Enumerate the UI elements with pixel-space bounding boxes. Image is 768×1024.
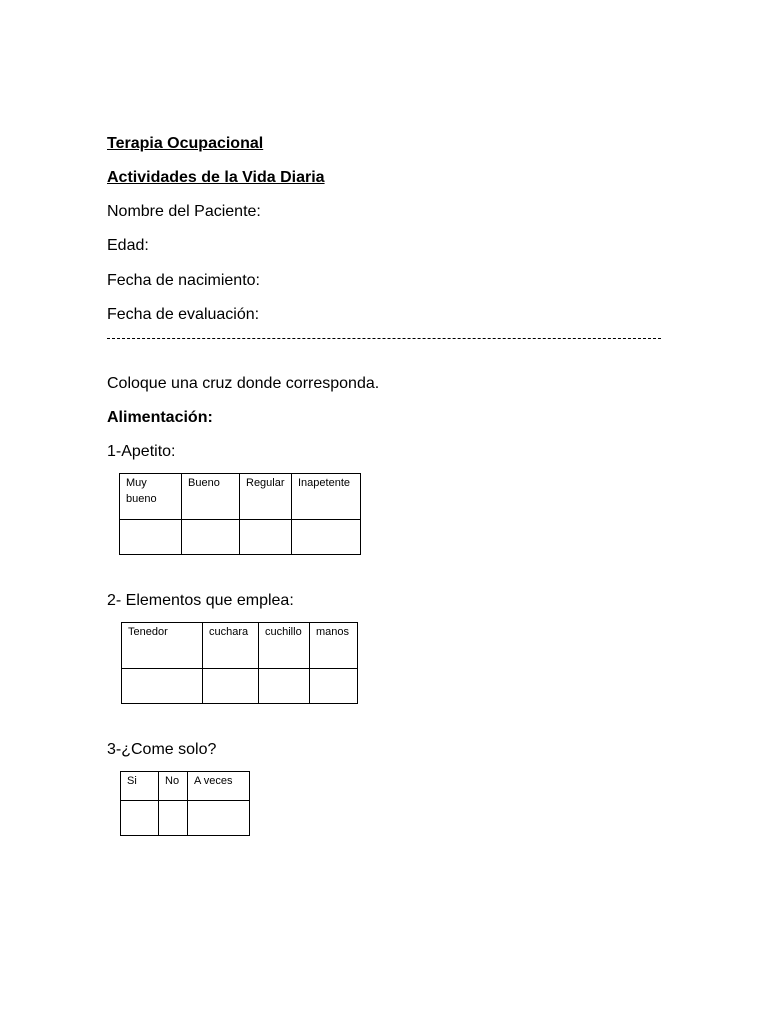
q1-label: 1-Apetito: — [107, 443, 176, 460]
section-title: Alimentación: — [107, 409, 213, 426]
q2-table — [121, 622, 358, 704]
q3-label: 3-¿Come solo? — [107, 741, 217, 758]
q1-table — [119, 473, 361, 555]
q2-cell-tenedor[interactable] — [122, 669, 203, 704]
age-label: Edad: — [107, 237, 149, 254]
q3-col-a-veces: A veces — [188, 772, 250, 801]
q2-col-manos: manos — [310, 623, 358, 669]
q1-cell-muy-bueno[interactable] — [120, 520, 182, 555]
q1-col-bueno: Bueno — [182, 474, 240, 520]
q1-col-inapetente: Inapetente — [292, 474, 361, 520]
q1-cell-bueno[interactable] — [182, 520, 240, 555]
q1-cell-regular[interactable] — [240, 520, 292, 555]
table-answer-row — [120, 520, 361, 555]
eval-date-label: Fecha de evaluación: — [107, 306, 260, 323]
table-header-row — [122, 623, 358, 669]
q3-table — [120, 771, 250, 836]
q3-col-si: Si — [121, 772, 159, 801]
q2-label: 2- Elementos que emplea: — [107, 592, 294, 609]
page-title: Terapia Ocupacional — [107, 135, 264, 152]
page-subtitle: Actividades de la Vida Diaria — [107, 169, 325, 186]
q1-col-muy-bueno: Muy bueno — [120, 474, 182, 520]
q3-col-no: No — [159, 772, 188, 801]
q3-cell-si[interactable] — [121, 801, 159, 836]
q3-cell-no[interactable] — [159, 801, 188, 836]
q1-cell-inapetente[interactable] — [292, 520, 361, 555]
q3-cell-a-veces[interactable] — [188, 801, 250, 836]
q2-cell-cuchillo[interactable] — [259, 669, 310, 704]
separator-line — [107, 338, 661, 339]
table-answer-row — [122, 669, 358, 704]
patient-name-label: Nombre del Paciente: — [107, 203, 261, 220]
q2-cell-manos[interactable] — [310, 669, 358, 704]
q2-col-cuchara: cuchara — [203, 623, 259, 669]
q2-cell-cuchara[interactable] — [203, 669, 259, 704]
q2-col-cuchillo: cuchillo — [259, 623, 310, 669]
table-header-row — [121, 772, 250, 801]
table-header-row — [120, 474, 361, 520]
table-answer-row — [121, 801, 250, 836]
instructions-text: Coloque una cruz donde corresponda. — [107, 375, 380, 392]
birth-date-label: Fecha de nacimiento: — [107, 272, 260, 289]
q1-col-regular: Regular — [240, 474, 292, 520]
q2-col-tenedor: Tenedor — [122, 623, 203, 669]
